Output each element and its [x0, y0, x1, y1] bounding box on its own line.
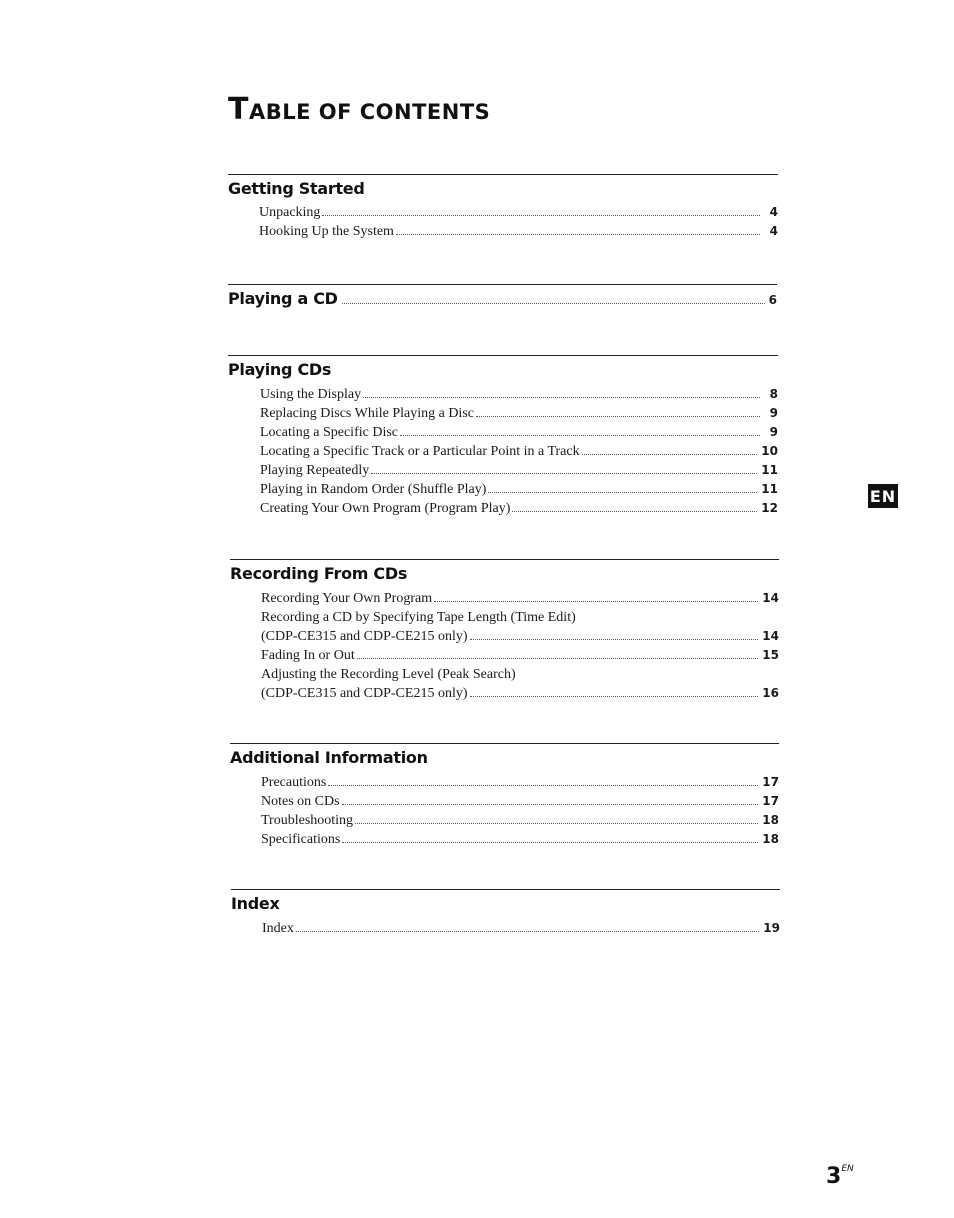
leader-dots	[396, 234, 760, 235]
entry-label: (CDP-CE315 and CDP-CE215 only)	[261, 629, 468, 644]
leader-dots	[342, 804, 759, 805]
section-additional-information	[230, 743, 779, 849]
section-title: Getting Started	[228, 179, 365, 198]
entry-page: 9	[769, 406, 778, 420]
entry-page: 14	[762, 629, 779, 643]
leader-dots	[363, 397, 760, 398]
leader-dots	[470, 639, 759, 640]
toc-entry[interactable]	[260, 404, 778, 423]
toc-entry[interactable]	[261, 684, 779, 703]
section-rule	[228, 284, 777, 285]
leader-dots	[328, 785, 758, 786]
entry-page: 11	[761, 463, 778, 477]
entry-page: 10	[761, 444, 778, 458]
leader-dots	[400, 435, 760, 436]
toc-entry[interactable]	[259, 203, 778, 222]
section-rule	[228, 355, 778, 356]
entry-label: Fading In or Out	[261, 648, 355, 663]
section-rule	[230, 559, 779, 560]
entry-list	[261, 773, 779, 849]
entry-list	[259, 203, 778, 241]
leader-dots	[476, 416, 760, 417]
leader-dots	[470, 696, 759, 697]
leader-dots	[371, 473, 757, 474]
toc-entry[interactable]	[260, 423, 778, 442]
entry-list	[262, 919, 780, 938]
entry-page: 15	[762, 648, 779, 662]
language-tab: EN	[868, 484, 898, 508]
section-title: Additional Information	[230, 748, 428, 767]
entry-page: 4	[769, 205, 778, 219]
leader-dots	[512, 511, 757, 512]
entry-page: 4	[769, 224, 778, 238]
entry-page: 19	[763, 921, 780, 935]
entry-label: Using the Display	[260, 387, 362, 402]
toc-entry[interactable]	[261, 811, 779, 830]
entry-label: Recording a CD by Specifying Tape Length (Time Edit)	[261, 610, 576, 625]
entry-page: 18	[762, 832, 779, 846]
entry-label: Index	[262, 921, 294, 936]
title-rest: ABLE OF CONTENTS	[248, 100, 491, 124]
section-title: Playing CDs	[228, 360, 332, 379]
toc-entry[interactable]	[261, 830, 779, 849]
entry-label: Playing in Random Order (Shuffle Play)	[260, 482, 487, 497]
toc-entry[interactable]	[260, 442, 778, 461]
section-title: Recording From CDs	[230, 564, 408, 583]
section-index	[231, 889, 780, 938]
section-playing-a-cd	[228, 284, 777, 309]
entry-label: Adjusting the Recording Level (Peak Search)	[261, 667, 516, 682]
leader-dots	[355, 823, 758, 824]
section-title: Index	[231, 894, 280, 913]
toc-entry[interactable]	[261, 646, 779, 665]
entry-label: Locating a Specific Disc	[260, 425, 399, 440]
entry-label: Replacing Discs While Playing a Disc	[260, 406, 474, 421]
page-number-suffix: EN	[841, 1164, 854, 1174]
entry-page: 6	[768, 293, 777, 307]
entry-page: 11	[761, 482, 778, 496]
toc-entry[interactable]	[228, 289, 777, 309]
toc-entry[interactable]	[260, 480, 778, 499]
toc-entry[interactable]	[261, 589, 779, 608]
leader-dots	[342, 842, 758, 843]
section-title: Playing a CD	[228, 289, 338, 308]
entry-page: 17	[762, 794, 779, 808]
toc-entry[interactable]	[261, 773, 779, 792]
entry-label: (CDP-CE315 and CDP-CE215 only)	[261, 686, 468, 701]
section-rule	[231, 889, 780, 890]
entry-page: 8	[769, 387, 778, 401]
page-number-value: 3	[826, 1164, 842, 1189]
entry-page: 14	[762, 591, 779, 605]
toc-entry[interactable]	[261, 608, 779, 627]
leader-dots	[488, 492, 757, 493]
toc-entry[interactable]	[261, 792, 779, 811]
entry-label: Notes on CDs	[261, 794, 340, 809]
toc-entry[interactable]	[259, 222, 778, 241]
entry-list	[260, 385, 778, 518]
toc-entry[interactable]	[261, 665, 779, 684]
entry-label: Troubleshooting	[261, 813, 354, 828]
entry-label: Locating a Specific Track or a Particular Point in a Track	[260, 444, 580, 459]
section-rule	[230, 743, 779, 744]
toc-entry[interactable]	[260, 461, 778, 480]
leader-dots	[322, 215, 760, 216]
entry-page: 18	[762, 813, 779, 827]
entry-label: Recording Your Own Program	[261, 591, 433, 606]
title-first-letter: T	[228, 92, 249, 127]
section-playing-cds	[228, 355, 778, 518]
section-getting-started	[228, 174, 778, 241]
entry-label: Precautions	[261, 775, 327, 790]
page-number	[826, 1164, 854, 1189]
section-rule	[228, 174, 778, 175]
toc-entry[interactable]	[262, 919, 780, 938]
leader-dots	[342, 303, 765, 304]
section-recording	[230, 559, 779, 703]
entry-page: 17	[762, 775, 779, 789]
toc-entry[interactable]	[261, 627, 779, 646]
entry-label: Unpacking	[259, 205, 321, 220]
leader-dots	[357, 658, 759, 659]
entry-label: Hooking Up the System	[259, 224, 394, 239]
entry-page: 9	[769, 425, 778, 439]
entry-page: 16	[762, 686, 779, 700]
entry-page: 12	[761, 501, 778, 515]
toc-entry[interactable]	[260, 499, 778, 518]
leader-dots	[296, 931, 759, 932]
entry-label: Specifications	[261, 832, 341, 847]
entry-label: Playing Repeatedly	[260, 463, 370, 478]
entry-label: Creating Your Own Program (Program Play)	[260, 501, 511, 516]
leader-dots	[434, 601, 758, 602]
entry-list	[261, 589, 779, 703]
toc-entry[interactable]	[260, 385, 778, 404]
page-title	[228, 92, 490, 127]
leader-dots	[582, 454, 758, 455]
